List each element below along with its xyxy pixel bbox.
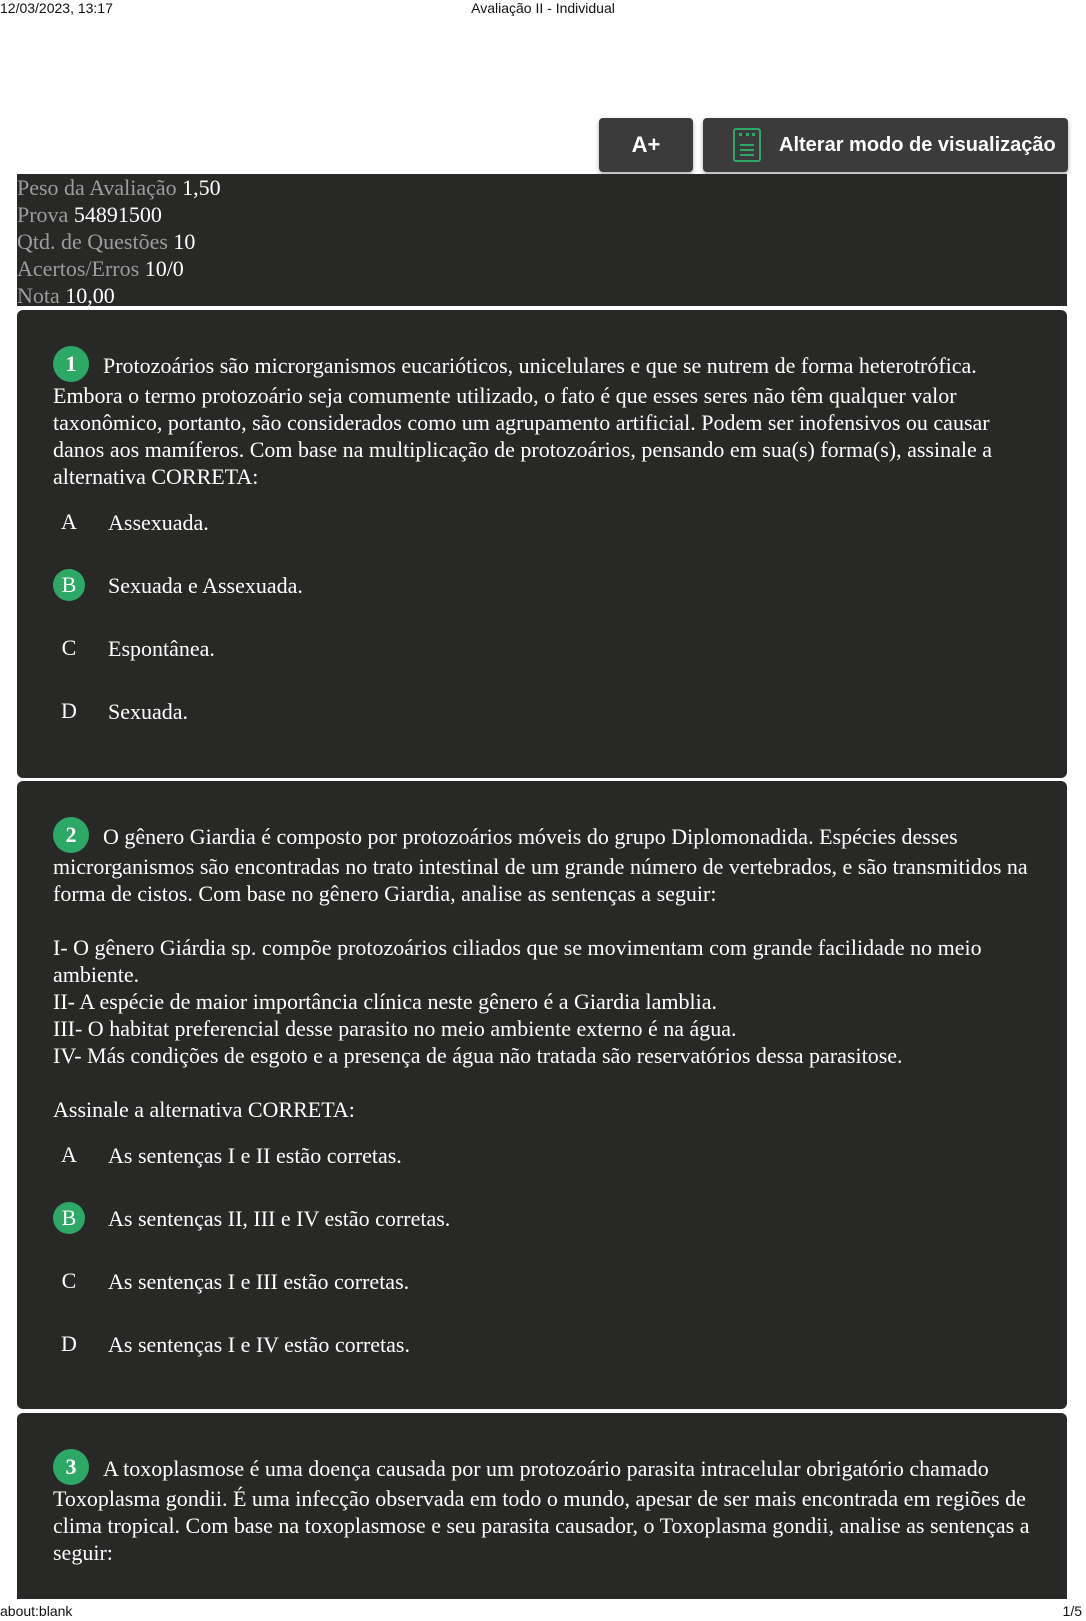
- question-card-1: [17, 310, 1067, 778]
- summary-acertos: Acertos/Erros 10/0: [17, 256, 184, 281]
- option-a[interactable]: A Assexuada.: [61, 509, 209, 535]
- print-title: Avaliação II - Individual: [471, 0, 615, 16]
- font-size-button[interactable]: A+: [599, 118, 693, 172]
- correct-answer-badge: B: [53, 569, 85, 601]
- question-number: 1: [53, 346, 89, 382]
- summary-peso: Peso da Avaliação 1,50: [17, 175, 221, 200]
- option-b[interactable]: B Sexuada e Assexuada.: [53, 569, 1031, 632]
- option-c[interactable]: C Espontânea.: [61, 635, 215, 661]
- statement-2: II- A espécie de maior importância clínica neste gênero é a Giardia lamblia.: [53, 989, 717, 1014]
- document-view-icon: [733, 128, 761, 162]
- question-text: 2 O gênero Giardia é composto por protozoários móveis do grupo Diplomonadida. Espécies desses microrganismos são encontradas no trato intestinal de um grande número de vertebrados, e são transmitidos na forma de cistos. Com base no gênero Giardia, analise as sentenças a seguir:: [53, 817, 1031, 907]
- summary-qtd: Qtd. de Questões 10: [17, 229, 196, 254]
- options-list: [53, 506, 1031, 758]
- option-d[interactable]: D As sentenças I e IV estão corretas.: [61, 1331, 410, 1357]
- option-c[interactable]: C As sentenças I e III estão corretas.: [61, 1268, 410, 1294]
- options-list: [53, 1139, 1031, 1391]
- statement-3: III- O habitat preferencial desse parasito no meio ambiente externo é na água.: [53, 1016, 737, 1041]
- print-datetime: 12/03/2023, 13:17: [0, 0, 113, 16]
- correct-answer-badge: B: [53, 1202, 85, 1234]
- question-instruction: Assinale a alternativa CORRETA:: [53, 1097, 355, 1122]
- statements-list: [53, 934, 1031, 1069]
- question-number: 3: [53, 1449, 89, 1485]
- question-card-2: [17, 781, 1067, 1409]
- print-header: [0, 0, 1086, 18]
- question-card-3: [17, 1413, 1067, 1599]
- print-page-number: 1/5: [1062, 1603, 1082, 1619]
- view-mode-label: Alterar modo de visualização: [779, 133, 1056, 156]
- statement-1: I- O gênero Giárdia sp. compõe protozoários ciliados que se movimentam com grande facilidade no meio ambiente.: [53, 935, 982, 987]
- evaluation-summary: [17, 174, 1067, 306]
- print-url: about:blank: [0, 1603, 73, 1619]
- question-text: 1 Protozoários são microrganismos eucarióticos, unicelulares e que se nutrem de forma heterotrófica. Embora o termo protozoário seja comumente utilizado, o fato é que esses seres não têm qualquer valor taxonômico, portanto, são considerados como um agrupamento artificial. Podem ser inofensivos ou causar danos aos mamíferos. Com base na multiplicação de protozoários, pensando em sua(s) forma(s), assinale a alternativa CORRETA:: [53, 346, 1031, 490]
- option-d[interactable]: D Sexuada.: [61, 698, 189, 724]
- statement-4: IV- Más condições de esgoto e a presença de água não tratada são reservatórios dessa parasitose.: [53, 1043, 903, 1068]
- print-footer: [0, 1603, 1086, 1621]
- view-mode-button[interactable]: [703, 118, 1068, 172]
- option-a[interactable]: A As sentenças I e II estão corretas.: [61, 1142, 402, 1168]
- option-b[interactable]: B As sentenças II, III e IV estão corretas.: [53, 1202, 1031, 1265]
- question-text: 3 A toxoplasmose é uma doença causada por um protozoário parasita intracelular obrigatório chamado Toxoplasma gondii. É uma infecção observada em todo o mundo, apesar de ser mais encontrada em regiões de clima tropical. Com base na toxoplasmose e seu parasita causador, o Toxoplasma gondii, analise as sentenças a seguir:: [53, 1449, 1031, 1566]
- summary-nota: Nota 10,00: [17, 283, 115, 308]
- summary-prova: Prova 54891500: [17, 202, 162, 227]
- question-number: 2: [53, 817, 89, 853]
